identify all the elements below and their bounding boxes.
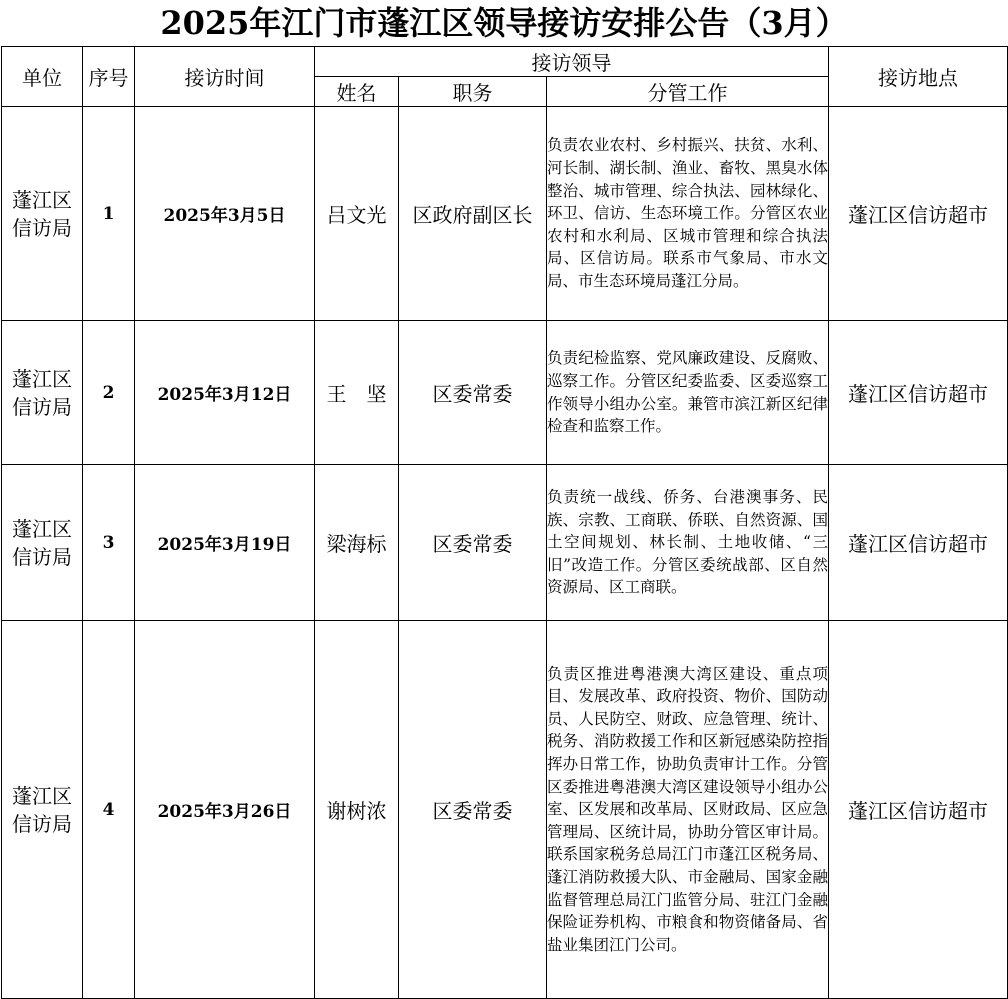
header-time: 接访时间: [135, 47, 315, 107]
seq-cell: 2: [83, 321, 135, 465]
unit-cell: 蓬江区信访局: [2, 465, 83, 621]
time-cell: 2025年3月5日: [135, 107, 315, 321]
seq-cell: 3: [83, 465, 135, 621]
position-cell: 区委常委: [399, 321, 547, 465]
table-row: [2, 621, 1008, 999]
time-cell: 2025年3月26日: [135, 621, 315, 999]
header-unit: 单位: [2, 47, 83, 107]
position-cell: 区委常委: [399, 621, 547, 999]
unit-cell: 蓬江区信访局: [2, 621, 83, 999]
header-duty: 分管工作: [547, 77, 829, 107]
duty-cell: 负责区推进粤港澳大湾区建设、重点项目、发展改革、政府投资、物价、国防动员、人民防空、财政、应急管理、统计、税务、消防救援工作和区新冠感染防控指挥办日常工作，协助负责审计工作。分管区委推进粤港澳大湾区建设领导小组办公室、区发展和改革局、区财政局、区应急管理局、区统计局，协助分管区审计局。联系国家税务总局江门市蓬江区税务局、蓬江消防救援大队、市金融局、国家金融监督管理总局江门监管分局、驻江门金融保险证券机构、市粮食和物资储备局、省盐业集团江门公司。: [547, 621, 829, 999]
place-cell: 蓬江区信访超市: [829, 107, 1008, 321]
leader-name-cell: 吕文光: [315, 107, 399, 321]
place-cell: 蓬江区信访超市: [829, 621, 1008, 999]
leader-name-cell: 梁海标: [315, 465, 399, 621]
seq-cell: 1: [83, 107, 135, 321]
schedule-table: [1, 46, 1008, 999]
seq-cell: 4: [83, 621, 135, 999]
position-cell: 区委常委: [399, 465, 547, 621]
leader-name-cell: 谢树浓: [315, 621, 399, 999]
table-row: [2, 321, 1008, 465]
duty-cell: 负责统一战线、侨务、台港澳事务、民族、宗教、工商联、侨联、自然资源、国土空间规划、林长制、土地收储、“三旧”改造工作。分管区委统战部、区自然资源局、区工商联。: [547, 465, 829, 621]
duty-cell: 负责农业农村、乡村振兴、扶贫、水利、河长制、湖长制、渔业、畜牧、黑臭水体整治、城市管理、综合执法、园林绿化、环卫、信访、生态环境工作。分管区农业农村和水利局、区城市管理和综合执法局、区信访局。联系市气象局、市水文局、市生态环境局蓬江分局。: [547, 107, 829, 321]
header-leader-group: 接访领导: [315, 47, 829, 77]
unit-cell: 蓬江区信访局: [2, 107, 83, 321]
table-row: [2, 465, 1008, 621]
place-cell: 蓬江区信访超市: [829, 321, 1008, 465]
leader-name-cell: 王 坚: [315, 321, 399, 465]
header-name: 姓名: [315, 77, 399, 107]
header-seq: 序号: [83, 47, 135, 107]
position-cell: 区政府副区长: [399, 107, 547, 321]
header-row-1: [2, 47, 1008, 77]
place-cell: 蓬江区信访超市: [829, 465, 1008, 621]
header-position: 职务: [399, 77, 547, 107]
duty-cell: 负责纪检监察、党风廉政建设、反腐败、巡察工作。分管区纪委监委、区委巡察工作领导小组办公室。兼管市滨江新区纪律检查和监察工作。: [547, 321, 829, 465]
header-place: 接访地点: [829, 47, 1008, 107]
time-cell: 2025年3月12日: [135, 321, 315, 465]
table-row: [2, 107, 1008, 321]
unit-cell: 蓬江区信访局: [2, 321, 83, 465]
time-cell: 2025年3月19日: [135, 465, 315, 621]
page-title: 2025年江门市蓬江区领导接访安排公告（3月）: [160, 4, 848, 42]
